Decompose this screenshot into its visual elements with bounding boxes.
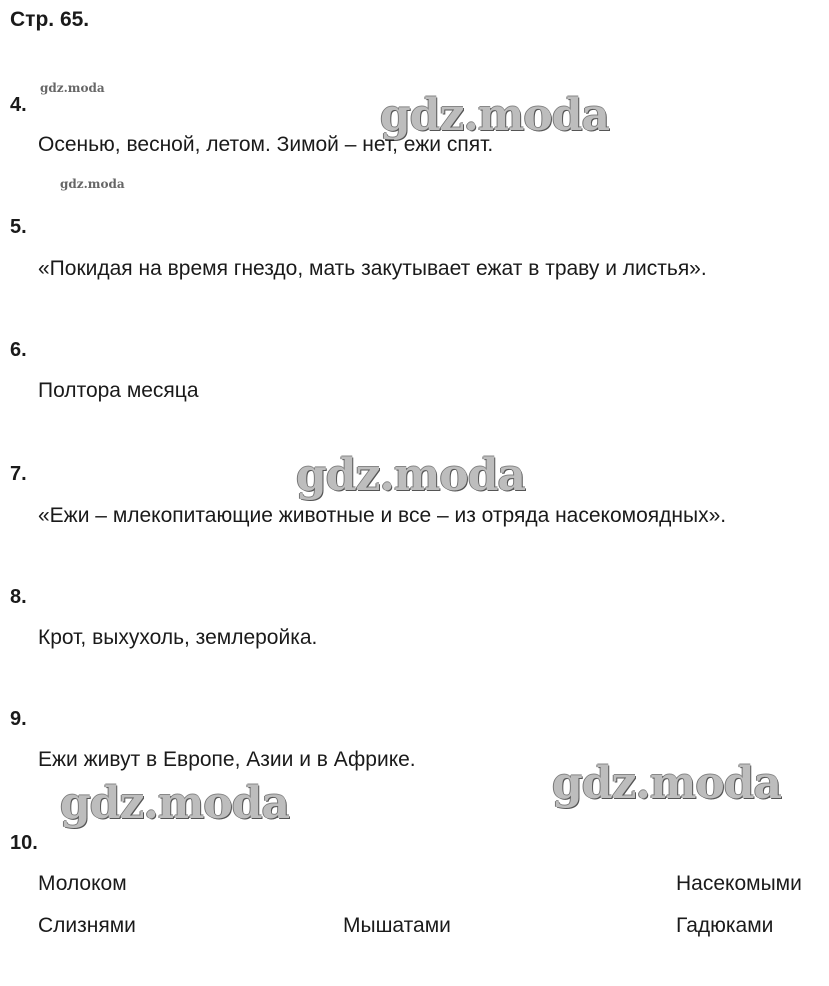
task-number: 10. xyxy=(10,832,38,854)
answer-word: Молоком xyxy=(38,872,127,895)
task-answer: Осенью, весной, летом. Зимой – нет, ежи спят. xyxy=(38,133,494,156)
task-number: 4. xyxy=(10,94,27,116)
watermark: gdz.moda xyxy=(296,450,526,501)
watermark: gdz.moda xyxy=(552,758,782,809)
watermark: gdz.moda xyxy=(60,778,290,829)
answer-word: Гадюками xyxy=(676,914,774,937)
watermark-small: gdz.moda xyxy=(40,81,105,95)
task-number: 7. xyxy=(10,463,27,485)
task-number: 5. xyxy=(10,216,27,238)
page-title: Стр. 65. xyxy=(10,8,90,31)
watermark: gdz.moda xyxy=(380,90,610,141)
answer-word: Слизнями xyxy=(38,914,136,937)
answer-word: Насекомыми xyxy=(676,872,802,895)
task-answer: «Ежи – млекопитающие животные и все – из отряда насекомоядных». xyxy=(38,504,727,527)
task-number: 6. xyxy=(10,339,27,361)
task-answer: Ежи живут в Европе, Азии и в Африке. xyxy=(38,748,416,771)
task-number: 8. xyxy=(10,586,27,608)
watermark-small: gdz.moda xyxy=(60,177,125,191)
task-answer: Полтора месяца xyxy=(38,379,199,402)
task-number: 9. xyxy=(10,708,27,730)
task-answer: Крот, выхухоль, землеройка. xyxy=(38,626,318,649)
task-answer: «Покидая на время гнездо, мать закутывает ежат в траву и листья». xyxy=(38,257,707,280)
answer-word: Мышатами xyxy=(343,914,451,937)
